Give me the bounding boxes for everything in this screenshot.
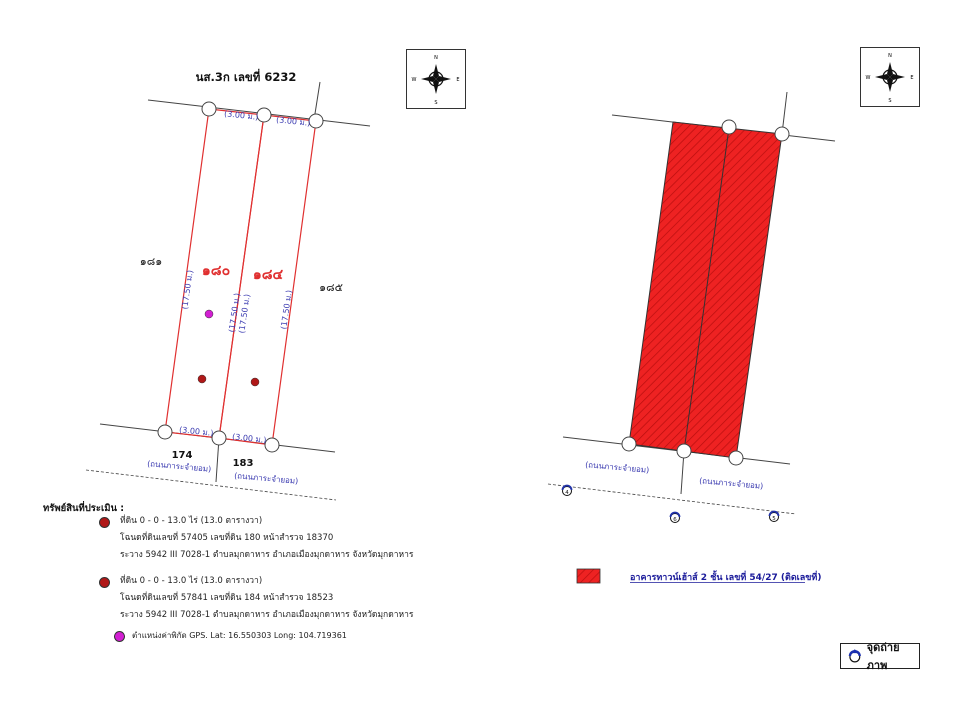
legend-gps — [132, 627, 347, 644]
photo-marker — [770, 512, 779, 523]
svg-text:E: E — [456, 77, 460, 83]
corner-marker — [309, 114, 323, 128]
parcel-number-184: ๑๘๔ — [252, 267, 284, 283]
deed-title: นส.3ก เลขที่ 6232 — [195, 70, 297, 84]
left-plan — [86, 68, 370, 500]
legend-parcel2-dot — [99, 577, 110, 588]
camera-position-icon — [847, 648, 863, 664]
right-plan — [548, 92, 835, 583]
legend-parcel1 — [120, 513, 413, 564]
corner-marker — [722, 120, 736, 134]
north-arrow-box — [406, 49, 466, 109]
lot-number-183: 183 — [232, 458, 254, 469]
building-road-label-right: (ถนนภาระจำยอม) — [698, 476, 764, 491]
building-legend-swatch — [577, 569, 600, 583]
corner-marker — [622, 437, 636, 451]
parcel-184-point — [251, 378, 259, 386]
north-arrow-box — [860, 47, 920, 107]
corner-marker — [775, 127, 789, 141]
building-footprint — [629, 122, 782, 458]
legend-parcel1-dot — [99, 517, 110, 528]
svg-text:E: E — [910, 75, 914, 81]
legend-parcel2-line2: โฉนดที่ดินเลขที่ 57841 เลขที่ดิน 184 หน้าสำรวจ 18523 — [120, 593, 334, 603]
legend-gps-dot — [114, 631, 125, 642]
corner-marker — [729, 451, 743, 465]
dimension-side-2: (17.50 ม.) — [227, 292, 242, 333]
svg-text:4: 4 — [565, 490, 569, 496]
building-legend-text: อาคารทาวน์เฮ้าส์ 2 ชั้น เลขที่ 54/27 (ติดเลขที่) — [630, 573, 822, 583]
compass-rose-icon — [407, 50, 465, 108]
road-label-left: (ถนนภาระจำยอม) — [146, 459, 212, 474]
legend-gps-text: ตำแหน่งค่าพิกัด GPS. Lat: 16.550303 Long: 104.719361 — [132, 631, 347, 640]
dashed-road-edge — [86, 470, 336, 500]
neighbor-parcel-east: ๑๘๕ — [319, 281, 343, 294]
photo-marker — [563, 486, 572, 496]
photo-point-legend — [840, 641, 920, 672]
corner-marker — [265, 438, 279, 452]
road-label-right: (ถนนภาระจำยอม) — [233, 471, 299, 486]
legend-parcel1-line2: โฉนดที่ดินเลขที่ 57405 เลขที่ดิน 180 หน้าสำรวจ 18370 — [120, 533, 334, 543]
svg-text:N: N — [434, 55, 438, 61]
legend — [43, 500, 124, 517]
legend-parcel2 — [120, 573, 413, 624]
corner-marker — [158, 425, 172, 439]
parcel-number-180: ๑๘๐ — [201, 263, 231, 279]
photo-marker — [671, 513, 680, 524]
svg-text:S: S — [434, 100, 438, 106]
legend-parcel1-line1: ที่ดิน 0 - 0 - 13.0 ไร่ (13.0 ตารางวา) — [120, 516, 263, 526]
svg-text:W: W — [865, 75, 871, 81]
dimension-side-3: (17.50 ม.) — [237, 293, 252, 334]
dimension-top-left: (3.00 ม.) — [223, 109, 259, 122]
neighbor-parcel-west: ๑๘๑ — [139, 255, 163, 268]
dimension-bottom-left: (3.00 ม.) — [178, 425, 214, 438]
parcel-180-point — [198, 375, 206, 383]
dimension-top-right: (3.00 ม.) — [275, 115, 311, 128]
corner-marker — [212, 431, 226, 445]
dimension-side-4: (17.50 ม.) — [279, 289, 294, 330]
compass-rose-icon — [861, 48, 919, 106]
legend-parcel2-line3: ระวาง 5942 III 7028-1 ตำบลมุกดาหาร อำเภอเมืองมุกดาหาร จังหวัดมุกดาหาร — [120, 610, 414, 620]
photo-point-label: จุดถ่ายภาพ — [866, 641, 900, 672]
dimension-side-1: (17.50 ม.) — [180, 269, 195, 310]
legend-parcel1-line3: ระวาง 5942 III 7028-1 ตำบลมุกดาหาร อำเภอเมืองมุกดาหาร จังหวัดมุกดาหาร — [120, 550, 414, 560]
svg-text:S: S — [888, 98, 892, 104]
corner-marker — [257, 108, 271, 122]
svg-text:N: N — [888, 53, 892, 59]
dimension-bottom-right: (3.00 ม.) — [231, 432, 267, 445]
corner-marker — [202, 102, 216, 116]
lot-number-174: 174 — [171, 450, 193, 461]
legend-heading: ทรัพย์สินที่ประเมิน : — [43, 503, 125, 514]
corner-marker — [677, 444, 691, 458]
svg-text:6: 6 — [673, 517, 677, 523]
gps-point — [205, 310, 213, 318]
building-road-label-left: (ถนนภาระจำยอม) — [584, 460, 650, 475]
svg-text:5: 5 — [772, 516, 776, 522]
legend-parcel2-line1: ที่ดิน 0 - 0 - 13.0 ไร่ (13.0 ตารางวา) — [120, 576, 263, 586]
svg-text:W: W — [411, 77, 417, 83]
